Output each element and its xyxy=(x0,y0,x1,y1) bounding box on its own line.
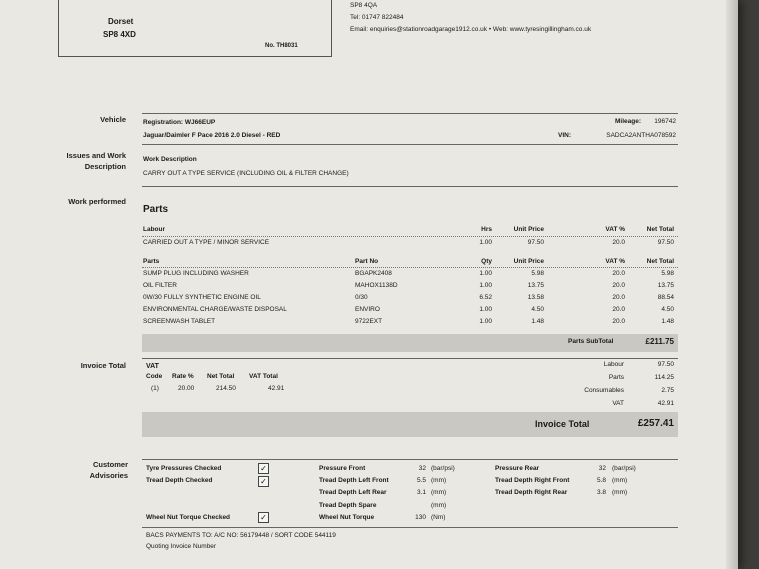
summary-labour: 97.50 xyxy=(657,361,674,368)
page-edge xyxy=(726,0,738,569)
issues-section-label-1: Issues and Work xyxy=(66,151,126,160)
part-net: 88.54 xyxy=(657,294,674,301)
parts-subtotal-label: Parts SubTotal xyxy=(568,338,614,345)
parts-subtotal-value: £211.75 xyxy=(645,337,674,346)
footer-rule xyxy=(142,527,678,528)
pressure-rear-value: 32 xyxy=(598,465,606,472)
tread-lf-label: Tread Depth Left Front xyxy=(319,477,389,484)
work-description-heading: Work Description xyxy=(143,156,197,163)
tyre-pressures-checkbox[interactable]: ✓ xyxy=(258,463,269,474)
tread-lf-unit: (mm) xyxy=(431,477,447,484)
part-unit: 5.98 xyxy=(531,270,544,277)
col-unit-price: Unit Price xyxy=(513,226,544,233)
part-unit: 13.75 xyxy=(527,282,544,289)
tread-rr-unit: (mm) xyxy=(612,489,628,496)
labour-hrs: 1.00 xyxy=(479,239,492,246)
part-number: BGAPK2408 xyxy=(355,270,392,277)
tread-depth-checkbox[interactable]: ✓ xyxy=(258,476,269,487)
parts-heading: Parts xyxy=(143,258,160,265)
col-hrs: Hrs xyxy=(481,226,492,233)
vin-label: VIN: xyxy=(558,132,571,139)
summary-vat: 42.91 xyxy=(657,400,674,407)
torque-value: 130 xyxy=(415,514,426,521)
invoice-total-rule xyxy=(142,358,678,359)
tread-lf-value: 5.5 xyxy=(416,477,426,484)
col-parts-vat: VAT % xyxy=(605,258,625,265)
tread-depth-label: Tread Depth Checked xyxy=(146,477,213,484)
tread-rf-label: Tread Depth Right Front xyxy=(495,477,570,484)
advisories-label-1: Customer xyxy=(92,460,128,469)
part-qty: 1.00 xyxy=(479,270,492,277)
vat-net: 214.50 xyxy=(216,385,236,392)
vehicle-description: Jaguar/Daimler F Pace 2016 2.0 Diesel - RED xyxy=(143,132,281,139)
summary-parts: 114.25 xyxy=(654,374,674,381)
quoting-note: Quoting Invoice Number xyxy=(146,543,217,550)
pressure-front-unit: (bar/psi) xyxy=(431,465,455,472)
vat-code: (1) xyxy=(151,385,159,392)
garage-telephone: Tel: 01747 822484 xyxy=(350,14,404,21)
customer-postcode: SP8 4XD xyxy=(103,30,136,39)
vehicle-top-rule xyxy=(142,113,678,114)
part-vat: 20.0 xyxy=(612,294,625,301)
col-parts-unit-price: Unit Price xyxy=(513,258,544,265)
col-vat-net: Net Total xyxy=(207,373,235,380)
garage-contact: Email: enquiries@stationroadgarage1912.co.uk • Web: www.tyresingillingham.co.uk xyxy=(350,26,592,33)
part-qty: 1.00 xyxy=(479,282,492,289)
work-description-rule xyxy=(142,186,678,187)
labour-heading: Labour xyxy=(143,226,166,233)
part-vat: 20.0 xyxy=(612,282,625,289)
tread-lr-value: 3.1 xyxy=(416,489,426,496)
labour-unit: 97.50 xyxy=(527,239,544,246)
tyre-pressures-label: Tyre Pressures Checked xyxy=(146,465,222,472)
pressure-rear-unit: (bar/psi) xyxy=(612,465,636,472)
invoice-total-section-label: Invoice Total xyxy=(80,361,126,370)
parts-title: Parts xyxy=(143,204,169,215)
invoice-total-bar xyxy=(142,412,678,437)
col-part-no: Part No xyxy=(355,258,379,265)
tread-rr-label: Tread Depth Right Rear xyxy=(495,489,568,496)
part-qty: 6.52 xyxy=(479,294,492,301)
part-vat: 20.0 xyxy=(612,270,625,277)
col-vat-total: VAT Total xyxy=(249,373,278,380)
summary-consumables: 2.75 xyxy=(661,387,674,394)
part-net: 4.50 xyxy=(661,306,674,313)
part-net: 5.98 xyxy=(661,270,674,277)
vin-value: SADCA2ANTHA078592 xyxy=(606,132,676,139)
tread-rf-unit: (mm) xyxy=(612,477,628,484)
wheel-nut-checkbox[interactable]: ✓ xyxy=(258,512,269,523)
vehicle-bottom-rule xyxy=(142,144,678,145)
tread-lr-label: Tread Depth Left Rear xyxy=(319,489,387,496)
mileage-value: 196742 xyxy=(654,118,676,125)
part-number: ENVIRO xyxy=(355,306,380,313)
pressure-rear-label: Pressure Rear xyxy=(495,465,540,472)
col-net-total: Net Total xyxy=(646,226,674,233)
col-qty: Qty xyxy=(481,258,492,265)
part-net: 1.48 xyxy=(661,318,674,325)
part-vat: 20.0 xyxy=(612,318,625,325)
tread-spare-unit: (mm) xyxy=(431,502,447,509)
part-number: MAHOX1138D xyxy=(355,282,398,289)
part-number: 0/30 xyxy=(355,294,368,301)
part-unit: 1.48 xyxy=(531,318,544,325)
issues-section-label-2: Description xyxy=(84,162,126,171)
torque-label: Wheel Nut Torque xyxy=(319,514,375,521)
customer-county: Dorset xyxy=(108,17,134,26)
vat-total: 42.91 xyxy=(268,385,285,392)
part-desc: 0W/30 FULLY SYNTHETIC ENGINE OIL xyxy=(143,294,261,301)
vat-rate: 20.00 xyxy=(178,385,195,392)
wheel-nut-label: Wheel Nut Torque Checked xyxy=(146,514,231,521)
part-desc: OIL FILTER xyxy=(143,282,177,289)
advisories-label-2: Advisories xyxy=(89,471,128,480)
tread-spare-label: Tread Depth Spare xyxy=(319,502,377,509)
part-unit: 13.58 xyxy=(527,294,544,301)
vat-heading: VAT xyxy=(146,363,159,370)
summary-consumables-label: Consumables xyxy=(584,387,624,394)
tread-rf-value: 5.8 xyxy=(596,477,606,484)
tread-lr-unit: (mm) xyxy=(431,489,447,496)
part-qty: 1.00 xyxy=(479,318,492,325)
summary-parts-label: Parts xyxy=(608,374,624,381)
vehicle-registration: Registration: WJ66EUP xyxy=(143,119,216,126)
labour-vat: 20.0 xyxy=(612,239,625,246)
col-vat-rate: Rate % xyxy=(172,373,194,380)
part-desc: SUMP PLUG INCLUDING WASHER xyxy=(143,270,249,277)
part-number: 9722EXT xyxy=(355,318,383,325)
work-performed-label: Work performed xyxy=(68,197,126,206)
labour-net: 97.50 xyxy=(657,239,674,246)
part-desc: ENVIRONMENTAL CHARGE/WASTE DISPOSAL xyxy=(143,306,287,313)
work-description-text: CARRY OUT A TYPE SERVICE (INCLUDING OIL & FILTER CHANGE) xyxy=(143,170,349,177)
advisories-rule xyxy=(142,459,678,460)
garage-postcode: SP8 4QA xyxy=(350,2,378,9)
part-qty: 1.00 xyxy=(479,306,492,313)
vehicle-section-label: Vehicle xyxy=(100,115,126,124)
col-vat: VAT % xyxy=(605,226,625,233)
invoice-total-label: Invoice Total xyxy=(535,419,590,429)
mileage-label: Mileage: xyxy=(615,118,642,125)
col-vat-code: Code xyxy=(146,373,163,380)
part-unit: 4.50 xyxy=(531,306,544,313)
pressure-front-value: 32 xyxy=(418,465,426,472)
invoice-total-value: £257.41 xyxy=(637,418,674,429)
invoice-number: No. TH8031 xyxy=(265,43,298,49)
summary-labour-label: Labour xyxy=(603,361,624,368)
labour-header-rule xyxy=(142,236,678,238)
pressure-front-label: Pressure Front xyxy=(319,465,366,472)
bacs-details: BACS PAYMENTS TO: A/C NO: 56179448 / SORT CODE 544119 xyxy=(146,532,336,539)
part-vat: 20.0 xyxy=(612,306,625,313)
tread-rr-value: 3.8 xyxy=(596,489,606,496)
part-net: 13.75 xyxy=(657,282,674,289)
col-parts-net-total: Net Total xyxy=(646,258,674,265)
labour-desc: CARRIED OUT A TYPE / MINOR SERVICE xyxy=(143,239,270,246)
torque-unit: (Nm) xyxy=(431,514,446,521)
summary-vat-label: VAT xyxy=(612,400,624,407)
part-desc: SCREENWASH TABLET xyxy=(143,318,216,325)
parts-header-rule xyxy=(142,267,678,269)
